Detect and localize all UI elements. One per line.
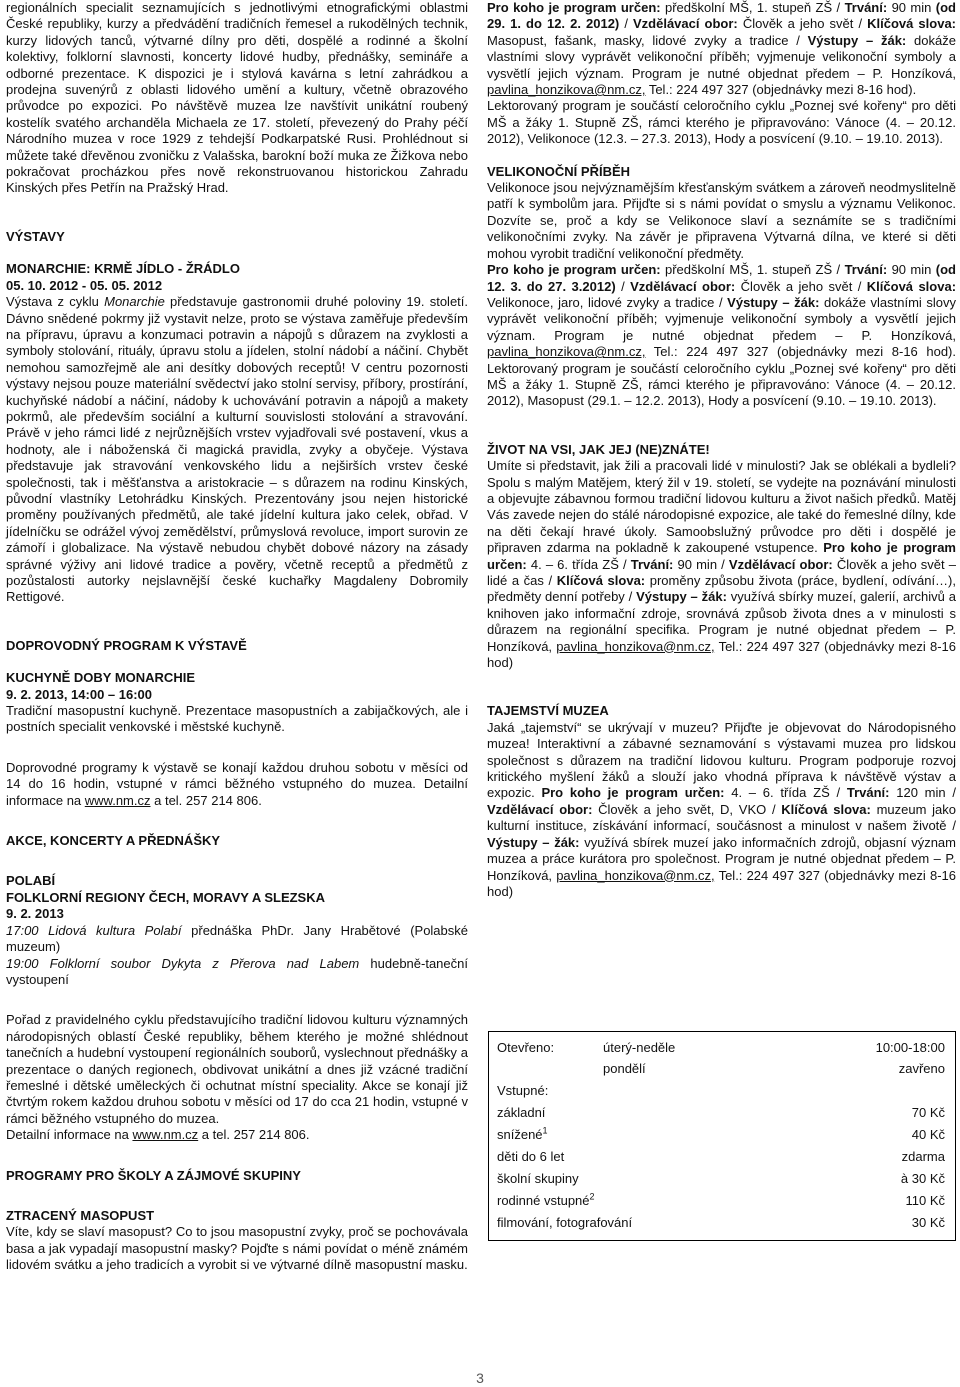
event-1-desc: přednáška PhDr. Jany Hrabětové (Polabské muzeum) xyxy=(6,922,469,955)
monarchie-text-b: představuje gastronomii druhé poloviny 19. století. Dávno snědené pokrmy již vystavit nelze, proto se výstava zaměřuje především na přípravu, úpravu a konzumaci potravin a nápojů s důrazem na zvyklosti a symboly stolování, rituály, úpravu stolu a jídelen, stolní nádobí a náčiní. Chybět nemohou samozřejmě ale ani desítky dobových receptů! V centru pozornosti výstavy nejsou pouze materiální svědectví jako stolní servisy, příbory, prostírání, kuchyňské nádobí a náčiní, nádoby k uchovávání potravin a nápojů a makety pokrmů, ale především sociální a kulturní souvislosti stolování a stravování. Právě v jeho rámci lidé z nejrůznějších vrstev vyjadřovali své postavení, vkus a hodnoty, ale i náboženská či magická pravidla, zvyky a obyčeje. Výstava představuje jak stravování venkovského lidu a nejširších vrstev české společnosti, tak i měšťanstva a aristokracie – s důrazem na rodinu Kinských, původní vlastníky Letohrádku Kinských. Prezentovány jsou nejen historické proměny používaných předmětů, ale také jídelní kultura jako celek, obřad. V jídelníčku se odrážel vývoj zemědělství, průmyslová revoluce, import surovin ze zámoří i globalizace. Na výstavě nebudou chybět dobové názory na zásady správné výživy ani lidové tradice a pověry, včetně receptů a předmětů z pozůstalosti autorky nejslavnější české kuchařky Magdaleny Dobromily Rettigové. xyxy=(6,294,469,605)
doprovodne-text: Doprovodné programy k výstavě se konají každou druhou sobotu v měsíci od 14 do 16 hodin, vstupné v rámci běžného vstupného do muzea. Detailní informace na xyxy=(6,759,468,808)
opening-hours-box xyxy=(488,1031,956,1241)
footnote-mark: 2 xyxy=(589,1191,595,1202)
event-1 xyxy=(6,923,468,956)
hours-row xyxy=(497,1149,945,1167)
tm-email-link[interactable]: pavlina_honzikova@nm.cz, xyxy=(556,867,715,883)
event-2-desc: hudebně-taneční vystoupení xyxy=(6,955,468,987)
monarchie-title: MONARCHIE: KRMĚ JÍDLO - ŽRÁDLO xyxy=(6,261,240,277)
programy-heading: PROGRAMY PRO ŠKOLY A ZÁJMOVÉ SKUPINY xyxy=(6,1167,301,1183)
monarchie-dates: 05. 10. 2012 - 05. 05. 2012 xyxy=(6,277,163,293)
vystupy-label: Výstupy – žák: xyxy=(807,32,907,48)
zivot-text xyxy=(487,458,956,671)
hours-cell xyxy=(497,1193,595,1208)
vp-urcen-value: předškolní MŠ, 1. stupeň ZŠ / xyxy=(660,262,845,278)
hours-row xyxy=(497,1061,945,1079)
folklorni-title: FOLKLORNÍ REGIONY ČECH, MORAVY A SLEZSKA xyxy=(6,889,326,905)
hours-cell: 70 Kč xyxy=(911,1105,945,1120)
zivot-obor-label: Vzdělávací obor: xyxy=(728,556,833,572)
hours-row xyxy=(497,1083,945,1101)
tm-tel: Tel.: 224 497 327 (objednávky mezi 8-16 hod) xyxy=(487,867,956,899)
monarchie-description xyxy=(6,294,468,606)
left-column xyxy=(6,0,468,1274)
tel-text-2: a tel. 257 214 806. xyxy=(198,1127,310,1143)
hours-cell xyxy=(497,1127,548,1142)
hours-row xyxy=(497,1193,945,1211)
ztraceny-text: Víte, kdy se slaví masopust? Co to jsou masopustní zvyky, proč se pochovávala basa a jak vypadají masopustní masky? Pojďte s námi povídat o méně známém lidovém svátku a jeho tradicích a vyrobit si ve výtvarné dílně masopustní masku. xyxy=(6,1224,468,1273)
nm-link[interactable]: www.nm.cz xyxy=(84,792,151,808)
hours-cell: 110 Kč xyxy=(905,1193,945,1208)
hours-cell: 10:00-18:00 xyxy=(875,1040,945,1055)
tm-vystupy-label: Výstupy – žák: xyxy=(487,834,580,850)
vp-vystupy-value: dokáže vlastními slovy vyprávět velikonoční příběh; vyjmenuje velikonoční symboly a vysvětlí jejich význam. Program je nutné objednat předem – P. Honzíková, xyxy=(487,294,956,343)
urcen-label: Pro koho je program určen: xyxy=(487,0,661,15)
zivot-vystupy-label: Výstupy – žák: xyxy=(636,589,727,605)
event-2-title: 19:00 Folklorní soubor Dykyta z Přerova nad Labem xyxy=(6,955,360,971)
hours-label: rodinné vstupné xyxy=(497,1193,590,1208)
trvani-label: Trvání: xyxy=(844,0,888,15)
vystavy-heading: VÝSTAVY xyxy=(6,228,65,244)
tm-urcen-value: 4. – 6. třída ZŠ / xyxy=(724,785,847,801)
zivot-klicova-value: proměny způsobu života (práce, bydlení, odívání…), předměty denní potřeby / xyxy=(487,573,956,605)
right-column xyxy=(487,0,956,900)
email-link[interactable]: pavlina_honzikova@nm.cz, xyxy=(487,82,646,98)
akce-heading: AKCE, KONCERTY A PŘEDNÁŠKY xyxy=(6,833,221,849)
monarchie-text-a: Výstava z cyklu xyxy=(6,294,105,310)
vp-klicova-label: Klíčová slova: xyxy=(866,278,957,294)
hours-row xyxy=(497,1215,945,1233)
vystupy-value: dokáže vlastními slovy vyprávět velikonoční příběh; vyjmenuje velikonoční symboly a vysvětlí jejich význam. Program je nutné objednat předem – P. Honzíková, xyxy=(487,32,956,81)
zivot-vystupy-value: využívá sbírky muzeí, galerií, archivů a knihoven jako informační zdroje, srovnává způsob života dnes a v minulosti s důrazem na regionální specifika. Program je nutné objednat předem – P. Honzíková, xyxy=(487,589,956,654)
obor-value: Člověk a jeho svět / xyxy=(737,16,868,32)
hours-cell: Vstupné: xyxy=(497,1083,549,1098)
trvani-value: 90 min xyxy=(887,0,936,15)
tm-obor-label: Vzdělávací obor: xyxy=(487,801,593,817)
ztraceny-details: Pro koho je program určen: předškolní MŠ, 1. stupeň ZŠ / Trvání: 90 min (od 29. 1. do 12. 2. 2012) / Vzdělávací obor: Člověk a jeho svět / Klíčová slova: Masopust, fašank, masky, lidové zvyky a tradice / Výstupy – žák: dokáže vlastními slovy vyprávět velikonoční příběh; vyjmenuje velikonoční symboly a vysvětlí jejich význam. Program je nutné objednat předem – P. Honzíková, pavlina_honzikova@nm.cz, Tel.: 224 497 327 (objednávky mezi 8-16 hod). xyxy=(487,0,956,98)
kuchyne-text: Tradiční masopustní kuchyně. Prezentace masopustních a zabijačkových, ale i postních specialit venkovské i městské kuchyně. xyxy=(6,703,468,735)
polabi-title: POLABÍ xyxy=(6,873,56,889)
vp-obor-value: Člověk a jeho svět / xyxy=(735,278,867,294)
vp-klicova-value: Velikonoce, jaro, lidové zvyky a tradice / xyxy=(487,294,728,310)
intro-paragraph: regionálních specialit seznamujících s jednotlivými etnografickými oblastmi České republiky, kurzy a předvádění tradičních řemesel a rukodělných technik, kurzy lidových tanců, výtvarné dílny pro děti, dospělé a rodinné a školní kolektivy, folklorní slavnosti, koncerty lidové hudby, přednášky, semináře a odborné prezentace. K dispozici je i stylová kavárna s letní zahrádkou a prodejna suvenýrů z oblasti lidového umění a kultury, včetně obrazového průvodce po expozici. Po návštěvě muzea lze navštívit unikátní roubený kostelík svatého archanděla Michaela ze 17. století, převezený do Prahy péčí Národního muzea v roce 1929 z tehdejší Podkarpatské Rusi. Prohlédnout si můžete také dřevěnou zvoničku z Valašska, barokní boží muka ze Žižkova nebo pokračovat procházkou přes nově rekonstruovanou historickou Zahradu Kinských přes Petřín na Pražský Hrad. xyxy=(6,0,468,196)
hours-row xyxy=(497,1171,945,1189)
zivot-obor-value: Člověk a jeho svět – lidé a čas / xyxy=(487,556,956,588)
tm-trvani-value: 120 min / xyxy=(889,785,956,801)
zivot-urcen-value: 4. – 6. třída ZŠ / xyxy=(526,556,631,572)
hours-cell: zdarma xyxy=(901,1149,945,1164)
kuchyne-title: KUCHYNĚ DOBY MONARCHIE xyxy=(6,670,195,686)
hours-cell: pondělí xyxy=(603,1061,646,1076)
hours-row xyxy=(497,1127,945,1145)
vp-vystupy-label: Výstupy – žák: xyxy=(727,294,820,310)
vp-dates: (od 12. 3. do 27. 3.2012) xyxy=(487,262,956,294)
page-number: 3 xyxy=(476,1370,484,1386)
tm-trvani-label: Trvání: xyxy=(846,785,890,801)
detail-info xyxy=(6,1127,468,1143)
tm-text xyxy=(487,720,956,900)
nm-link-2[interactable]: www.nm.cz xyxy=(132,1127,199,1143)
hours-cell: školní skupiny xyxy=(497,1171,579,1186)
vp-details: Pro koho je program určen: předškolní MŠ, 1. stupeň ZŠ / Trvání: 90 min (od 12. 3. do 27. 3.2012) / Vzdělávací obor: Člověk a jeho svět / Klíčová slova: Velikonoce, jaro, lidové zvyky a tradice / Výstupy – žák: dokáže vlastními slovy vyprávět velikonoční příběh; vyjmenuje velikonoční symboly a vysvětlí jejich význam. Program je nutné objednat předem – P. Honzíková, pavlina_honzikova@nm.cz, Tel.: 224 497 327 (objednávky mezi 8-16 hod). Lektorovaný program je součástí celoročního cyklu „Poznej své kořeny“ pro děti MŠ a žáky 1. Stupně ZŠ, rámci kterého je připravováno: Vánoce (4. – 20.12. 2012), Masopust (29.1. – 12.2. 2013), Hody a posvícení (9.10. – 19.10. 2013). xyxy=(487,262,957,409)
vp-trvani-label: Trvání: xyxy=(844,262,888,278)
polabi-date: 9. 2. 2013 xyxy=(6,906,64,922)
hours-cell: úterý-neděle xyxy=(603,1040,676,1055)
zm-lektor: Lektorovaný program je součástí celoročního cyklu „Poznej své kořeny“ pro děti MŠ a žáky 1. Stupně ZŠ, rámci kterého je připravováno: Vánoce (4. – 20.12. 2012), Velikonoce (12.3. – 27.3. 2013), Hody a posvícení (9.10. – 19.10. 2013). xyxy=(487,98,956,147)
vp-obor-label: Vzdělávací obor: xyxy=(630,278,736,294)
hours-cell: Otevřeno: xyxy=(497,1040,555,1055)
zivot-email-link[interactable]: pavlina_honzikova@nm.cz, xyxy=(556,638,715,654)
ztraceny-title: ZTRACENÝ MASOPUST xyxy=(6,1207,155,1223)
zivot-desc: Umíte si představit, jak žili a pracovali lidé v minulosti? Jak se oblékali a bydleli? Spolu s malým Matějem, který žil v 19. století, se vydejte na poznávání minulosti a objevujte zábavnou formou tradiční lidovou kulturu a život našich předků. Matěj Vás zavede nejen do stálé národopisné expozice, ale také do řemeslné dílny, kde na děti čekají hravé úkoly. Samoobslužný průvodce pro děti i dospělé je připraven zdarma na pokladně k zakoupené vstupence. xyxy=(487,458,956,556)
tm-urcen-label: Pro koho je program určen: xyxy=(541,785,725,801)
zivot-trvani-value: 90 min / xyxy=(673,556,729,572)
hours-row xyxy=(497,1105,945,1123)
tm-obor-value: Člověk a jeho svět, D, VKO / xyxy=(592,801,782,817)
obor-label: Vzdělávací obor: xyxy=(633,16,738,32)
zivot-klicova-label: Klíčová slova: xyxy=(556,573,646,588)
zm-dates: (od 29. 1. do 12. 2. 2012) xyxy=(487,0,956,32)
footnote-mark: 1 xyxy=(542,1125,548,1136)
vp-email-link[interactable]: pavlina_honzikova@nm.cz, xyxy=(487,344,646,360)
hours-cell: základní xyxy=(497,1105,546,1120)
vp-trvani-value: 90 min xyxy=(887,262,936,278)
klicova-label: Klíčová slova: xyxy=(867,16,956,32)
hours-cell: à 30 Kč xyxy=(900,1171,945,1186)
porad-text: Pořad z pravidelného cyklu představujícího tradiční lidovou kulturu významných národopisných oblastí České republiky, během kterého je možné shlédnout tanečních a hudební vystoupení regionálních souborů, vyslechnout přednášky a prezentace o daných regionech, obdivovat unikátní a dnes již vzácné tradiční řemeslné i dětské uměleckých či ochutnat místní speciality. Akce se konají již čtvrtým rokem každou druhou sobotu v měsíci od 17 do cca 21 hodin, vstupné v rámci běžného vstupného do muzea. xyxy=(6,1012,468,1126)
zivot-trvani-label: Trvání: xyxy=(630,556,674,572)
hours-cell: filmování, fotografování xyxy=(497,1215,633,1230)
hours-label: snížené xyxy=(497,1127,543,1142)
zivot-tel: Tel.: 224 497 327 (objednávky mezi 8-16 hod) xyxy=(487,638,956,671)
tel-text: a tel. 257 214 806. xyxy=(150,792,262,808)
monarchie-text-italic: Monarchie xyxy=(104,294,165,310)
kuchyne-date: 9. 2. 2013, 14:00 – 16:00 xyxy=(6,686,153,702)
vp-title: VELIKONOČNÍ PŘÍBĚH xyxy=(487,163,631,179)
zivot-title: ŽIVOT NA VSI, JAK JEJ (NE)ZNÁTE! xyxy=(487,441,710,457)
zivot-urcen-label: Pro koho je program určen: xyxy=(487,540,956,572)
tm-vystupy-value: využívá sbírek muzeí jako informačních zdrojů, objasní význam muzea a práce kurátora pro společnost. Program je nutné objednat předem – P. Honzíková, xyxy=(487,834,956,883)
doprovodne-programy-text xyxy=(6,760,468,809)
hours-cell: 30 Kč xyxy=(911,1215,945,1230)
vp-text: Velikonoce jsou nejvýznamějším křesťanským svátkem a zároveň neodmyslitelně patří k symbolům jara. Přijďte si s námi povídat o smyslu a významu Velikonoc. Dozvíte se, proč a kdy se Velikonoce slaví a seznámíte se s tradičními velikonočními zvyky. Na závěr je připravena Výtvarná dílna, ve které si děti mohou vyrobit tradiční velikonoční předměty. xyxy=(487,180,956,261)
klicova-value: Masopust, fašank, masky, lidové zvyky a tradice / xyxy=(487,32,808,48)
detail-text: Detailní informace na xyxy=(6,1127,133,1143)
hours-row xyxy=(497,1040,945,1058)
event-1-title: 17:00 Lidová kultura Polabí xyxy=(6,922,182,938)
tm-desc: Jaká „tajemství“ se ukrývají v muzeu? Přijďte je objevovat do Národopisného muzea! Interaktivní a zábavné seznamování s výstavami muzea pro lidskou společnost s důrazem na tradiční lidovou kulturu. Program podporuje rozvoj kritického myšlení žáků a slouží jako vhodná příprava k návštěvě výstav a expozic. xyxy=(487,719,956,801)
tm-klicova-label: Klíčová slova: xyxy=(781,801,871,817)
tm-klicova-value: muzeum jako kulturní instituce, získávání informací, součásnost a minulost v našem životě / xyxy=(487,801,956,834)
zm-tel: Tel.: 224 497 327 (objednávky mezi 8-16 hod). xyxy=(645,82,917,98)
hours-cell: 40 Kč xyxy=(911,1127,945,1142)
urcen-value: předškolní MŠ, 1. stupeň ZŠ / xyxy=(660,0,845,15)
doprovodny-heading: DOPROVODNÝ PROGRAM K VÝSTAVĚ xyxy=(6,637,247,653)
tm-title: TAJEMSTVÍ MUZEA xyxy=(487,703,609,719)
vp-urcen-label: Pro koho je program určen: xyxy=(487,262,661,278)
hours-cell: zavřeno xyxy=(898,1061,945,1076)
hours-cell: děti do 6 let xyxy=(497,1149,565,1164)
event-2 xyxy=(6,956,468,989)
vp-tel: Tel.: 224 497 327 (objednávky mezi 8-16 hod). Lektorovaný program je součástí celoročního cyklu „Poznej své kořeny“ pro děti MŠ a žáky 1. Stupně ZŠ, rámci kterého je připravováno: Vánoce (4. – 20.12. 2012), Masopust (29.1. – 12.2. 2013), Hody a posvícení (9.10. – 19.10. 2013). xyxy=(487,344,956,409)
